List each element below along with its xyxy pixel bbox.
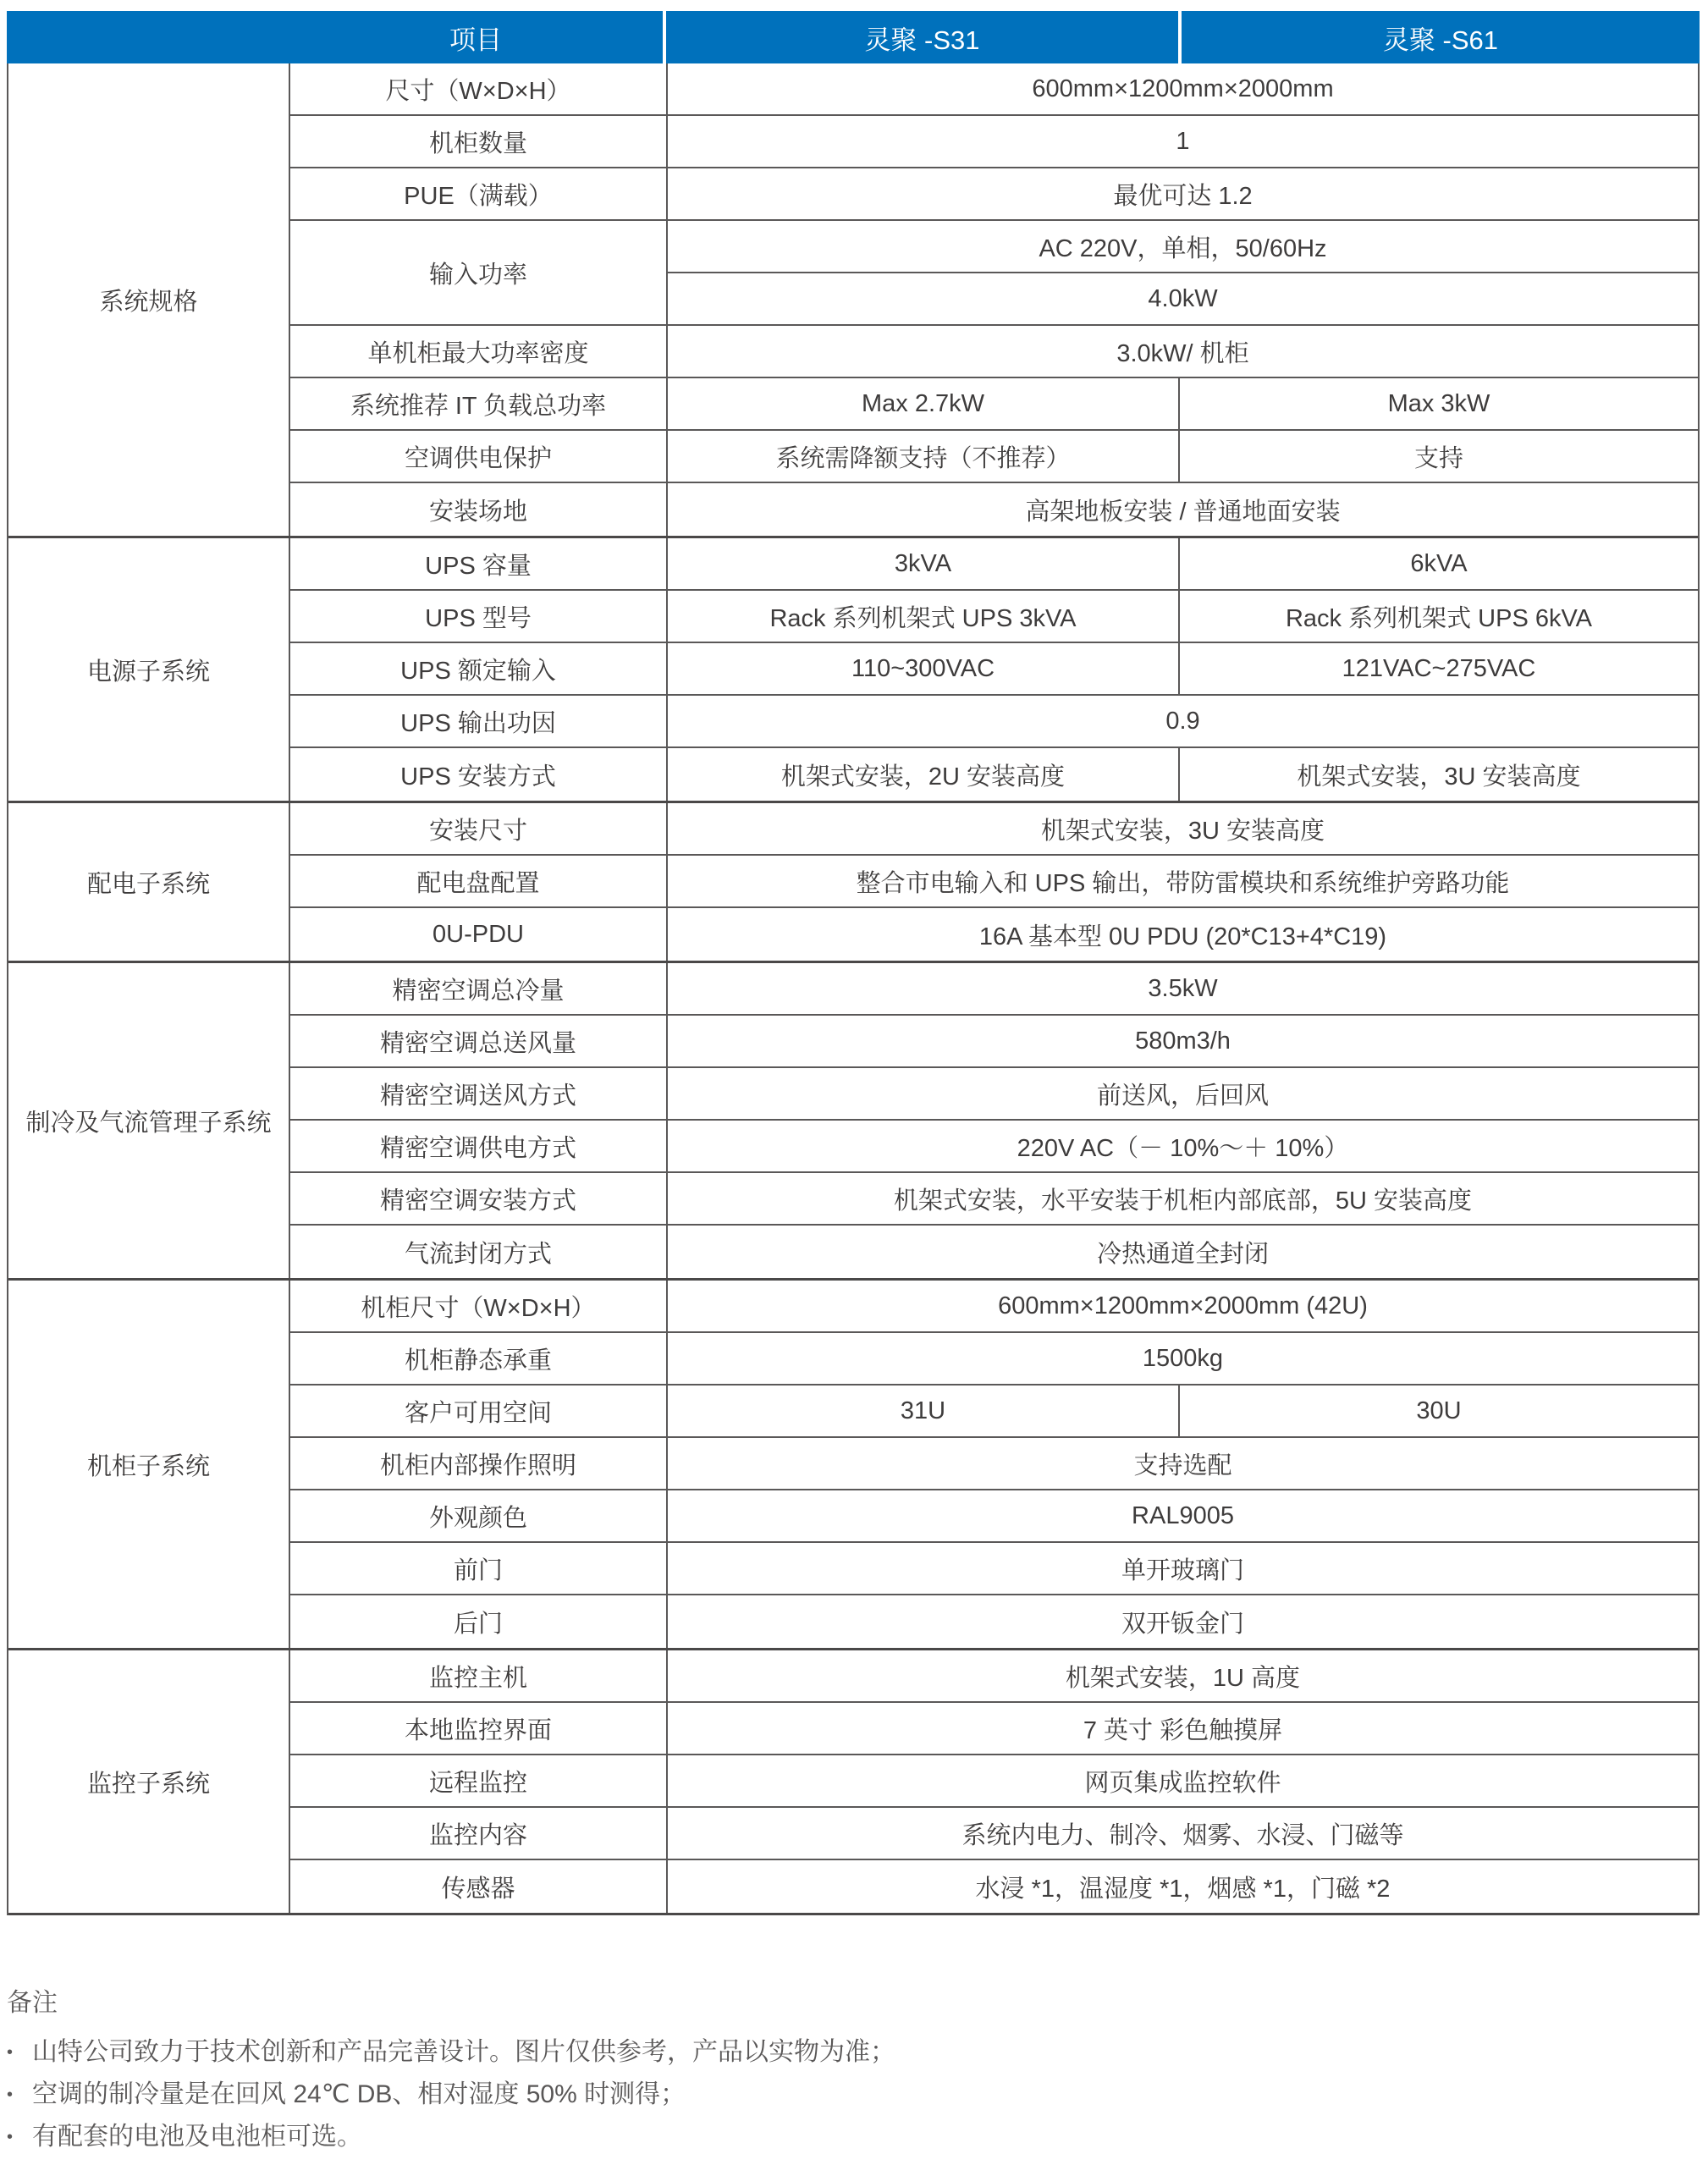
value-span: 支持选配 bbox=[1133, 1452, 1232, 1479]
notes-list bbox=[7, 2031, 1691, 2158]
row-label: UPS 输出功因 bbox=[290, 696, 668, 746]
row-label: 安装场地 bbox=[290, 483, 668, 536]
section-rows bbox=[290, 538, 1698, 801]
value-span: 3.0kW/ 机柜 bbox=[1116, 339, 1249, 367]
row-label: 安装尺寸 bbox=[290, 803, 668, 854]
row-label: 精密空调送风方式 bbox=[290, 1068, 668, 1119]
notes-block bbox=[7, 1989, 1691, 2158]
value-span: 水浸 *1，温湿度 *1，烟感 *1，门磁 *2 bbox=[975, 1875, 1391, 1903]
value-s31: 系统需降额支持（不推荐） bbox=[668, 431, 1180, 482]
row-label: 前门 bbox=[290, 1543, 668, 1594]
table-body bbox=[7, 63, 1700, 1915]
row-label: 机柜尺寸（W×D×H） bbox=[290, 1281, 668, 1331]
spec-row bbox=[290, 483, 1698, 536]
value-span: 最优可达 1.2 bbox=[1113, 182, 1253, 210]
section-rows bbox=[290, 1650, 1698, 1913]
spec-row bbox=[290, 1333, 1698, 1385]
spec-table bbox=[7, 11, 1700, 1915]
note-item bbox=[7, 2116, 1691, 2158]
value-span: 双开钣金门 bbox=[1121, 1610, 1244, 1638]
value-span: 整合市电输入和 UPS 输出，带防雷模块和系统维护旁路功能 bbox=[856, 869, 1510, 897]
spec-row bbox=[290, 1121, 1698, 1173]
spec-row bbox=[290, 1595, 1698, 1648]
value-span: 1500kg bbox=[1142, 1344, 1224, 1372]
section-rows bbox=[290, 63, 1698, 536]
header-cell-s61: 灵聚 -S61 bbox=[1382, 25, 1499, 55]
row-label: 后门 bbox=[290, 1595, 668, 1648]
section-rows bbox=[290, 963, 1698, 1278]
bullet-icon: • bbox=[7, 2085, 14, 2104]
section-rows bbox=[290, 803, 1698, 961]
value-span: 机架式安装，1U 高度 bbox=[1065, 1664, 1301, 1692]
value-span: 220V AC（－ 10%～＋ 10%） bbox=[1017, 1134, 1349, 1162]
spec-row bbox=[290, 1173, 1698, 1226]
spec-row bbox=[290, 1016, 1698, 1068]
note-text: 空调的制冷量是在回风 24℃ DB、相对湿度 50% 时测得； bbox=[32, 2080, 686, 2108]
row-label: 输入功率 bbox=[290, 221, 668, 324]
row-label: 本地监控界面 bbox=[290, 1703, 668, 1754]
value-span: 机架式安装，3U 安装高度 bbox=[1040, 817, 1325, 845]
spec-row bbox=[290, 748, 1698, 801]
value-span: 机架式安装，水平安装于机柜内部底部，5U 安装高度 bbox=[893, 1187, 1473, 1215]
table-header bbox=[7, 11, 1700, 63]
section-category: 监控子系统 bbox=[8, 1650, 290, 1913]
row-label: UPS 型号 bbox=[290, 591, 668, 642]
spec-row bbox=[290, 1068, 1698, 1121]
value-s31: Max 2.7kW bbox=[668, 378, 1180, 429]
row-label: 0U-PDU bbox=[290, 908, 668, 961]
spec-row bbox=[290, 856, 1698, 908]
spec-row bbox=[290, 1385, 1698, 1438]
row-label: 监控内容 bbox=[290, 1808, 668, 1859]
section-cooling-airflow bbox=[8, 963, 1698, 1281]
spec-row bbox=[290, 431, 1698, 483]
note-item bbox=[7, 2031, 1691, 2074]
row-label: 传感器 bbox=[290, 1860, 668, 1913]
section-rows bbox=[290, 1281, 1698, 1648]
value-s61: 机架式安装，3U 安装高度 bbox=[1297, 763, 1581, 791]
value-s31: 31U bbox=[668, 1385, 1180, 1436]
value-span: 0.9 bbox=[1165, 707, 1200, 735]
value-span: 7 英寸 彩色触摸屏 bbox=[1083, 1716, 1283, 1744]
bullet-icon: • bbox=[7, 2128, 14, 2146]
section-monitoring bbox=[8, 1650, 1698, 1915]
row-label: 客户可用空间 bbox=[290, 1385, 668, 1436]
section-category: 机柜子系统 bbox=[8, 1281, 290, 1648]
section-power bbox=[8, 538, 1698, 803]
spec-row bbox=[290, 63, 1698, 116]
spec-row bbox=[290, 378, 1698, 431]
row-label: 监控主机 bbox=[290, 1650, 668, 1701]
note-text: 山特公司致力于技术创新和产品完善设计。图片仅供参考，产品以实物为准； bbox=[32, 2038, 895, 2066]
spec-row bbox=[290, 591, 1698, 643]
spec-row bbox=[290, 538, 1698, 591]
value-stack bbox=[668, 221, 1698, 324]
note-text: 有配套的电池及电池柜可选。 bbox=[32, 2123, 362, 2151]
value-s31: 110~300VAC bbox=[668, 643, 1180, 694]
spec-row bbox=[290, 963, 1698, 1016]
row-label: 机柜内部操作照明 bbox=[290, 1438, 668, 1489]
value-span: 4.0kW bbox=[1148, 284, 1218, 312]
value-s61: Max 3kW bbox=[1387, 389, 1490, 417]
section-cabinet bbox=[8, 1281, 1698, 1650]
row-label: 气流封闭方式 bbox=[290, 1226, 668, 1278]
note-item bbox=[7, 2074, 1691, 2116]
spec-row bbox=[290, 326, 1698, 378]
row-label: 配电盘配置 bbox=[290, 856, 668, 906]
row-label: PUE（满载） bbox=[290, 168, 668, 219]
value-span: 前送风，后回风 bbox=[1096, 1082, 1269, 1110]
bullet-icon: • bbox=[7, 2043, 14, 2062]
header-cell-item: 项目 bbox=[7, 11, 666, 63]
section-category: 系统规格 bbox=[8, 63, 290, 536]
value-span: 580m3/h bbox=[1135, 1027, 1231, 1055]
spec-row bbox=[290, 1438, 1698, 1490]
spec-row bbox=[290, 696, 1698, 748]
spec-row bbox=[290, 908, 1698, 961]
spec-row bbox=[290, 168, 1698, 221]
spec-row bbox=[290, 1755, 1698, 1808]
value-span: 600mm×1200mm×2000mm (42U) bbox=[998, 1292, 1368, 1319]
value-span: 3.5kW bbox=[1148, 974, 1218, 1002]
row-label: 精密空调安装方式 bbox=[290, 1173, 668, 1224]
section-category: 电源子系统 bbox=[8, 538, 290, 801]
value-span: 单开玻璃门 bbox=[1121, 1556, 1244, 1584]
spec-row bbox=[290, 803, 1698, 856]
row-label: 机柜数量 bbox=[290, 116, 668, 167]
value-span: RAL9005 bbox=[1132, 1501, 1234, 1529]
value-span: 网页集成监控软件 bbox=[1084, 1769, 1281, 1797]
header-cell-s31: 灵聚 -S31 bbox=[666, 11, 1182, 63]
value-s61: 支持 bbox=[1413, 444, 1463, 472]
value-s31: 机架式安装，2U 安装高度 bbox=[668, 748, 1180, 801]
spec-row bbox=[290, 1543, 1698, 1595]
value-span: 系统内电力、制冷、烟雾、水浸、门磁等 bbox=[961, 1821, 1404, 1849]
row-label: 外观颜色 bbox=[290, 1490, 668, 1541]
spec-row bbox=[290, 221, 1698, 326]
spec-row bbox=[290, 1650, 1698, 1703]
value-s31: 3kVA bbox=[668, 538, 1180, 589]
value-span: 16A 基本型 0U PDU (20*C13+4*C19) bbox=[978, 923, 1387, 950]
row-label: UPS 安装方式 bbox=[290, 748, 668, 801]
row-label: UPS 额定输入 bbox=[290, 643, 668, 694]
section-category: 配电子系统 bbox=[8, 803, 290, 961]
section-power-distribution bbox=[8, 803, 1698, 963]
spec-row bbox=[290, 1808, 1698, 1860]
spec-row bbox=[290, 116, 1698, 168]
row-label: 尺寸（W×D×H） bbox=[290, 63, 668, 114]
spec-row bbox=[290, 1703, 1698, 1755]
section-category: 制冷及气流管理子系统 bbox=[8, 963, 290, 1278]
spec-row bbox=[290, 1226, 1698, 1278]
row-label: 精密空调总送风量 bbox=[290, 1016, 668, 1066]
spec-row bbox=[290, 643, 1698, 696]
value-s61: 6kVA bbox=[1410, 549, 1468, 577]
row-label: 远程监控 bbox=[290, 1755, 668, 1806]
value-span: AC 220V，单相，50/60Hz bbox=[668, 221, 1698, 273]
value-span: 1 bbox=[1176, 127, 1190, 155]
value-s31: Rack 系列机架式 UPS 3kVA bbox=[668, 591, 1180, 642]
section-system-spec bbox=[8, 63, 1698, 538]
value-span: 高架地板安装 / 普通地面安装 bbox=[1025, 498, 1341, 526]
spec-row bbox=[290, 1860, 1698, 1913]
spec-row bbox=[290, 1490, 1698, 1543]
value-s61: 121VAC~275VAC bbox=[1342, 654, 1536, 682]
row-label: 系统推荐 IT 负载总功率 bbox=[290, 378, 668, 429]
value-s61: Rack 系列机架式 UPS 6kVA bbox=[1285, 604, 1593, 632]
row-label: 单机柜最大功率密度 bbox=[290, 326, 668, 377]
row-label: 精密空调总冷量 bbox=[290, 963, 668, 1014]
notes-title: 备注 bbox=[7, 1989, 58, 2017]
value-s61: 30U bbox=[1416, 1397, 1462, 1424]
row-label: 精密空调供电方式 bbox=[290, 1121, 668, 1171]
row-label: 机柜静态承重 bbox=[290, 1333, 668, 1384]
row-label: UPS 容量 bbox=[290, 538, 668, 589]
spec-row bbox=[290, 1281, 1698, 1333]
row-label: 空调供电保护 bbox=[290, 431, 668, 482]
value-span: 冷热通道全封闭 bbox=[1096, 1240, 1269, 1268]
value-span: 600mm×1200mm×2000mm bbox=[1032, 74, 1334, 102]
